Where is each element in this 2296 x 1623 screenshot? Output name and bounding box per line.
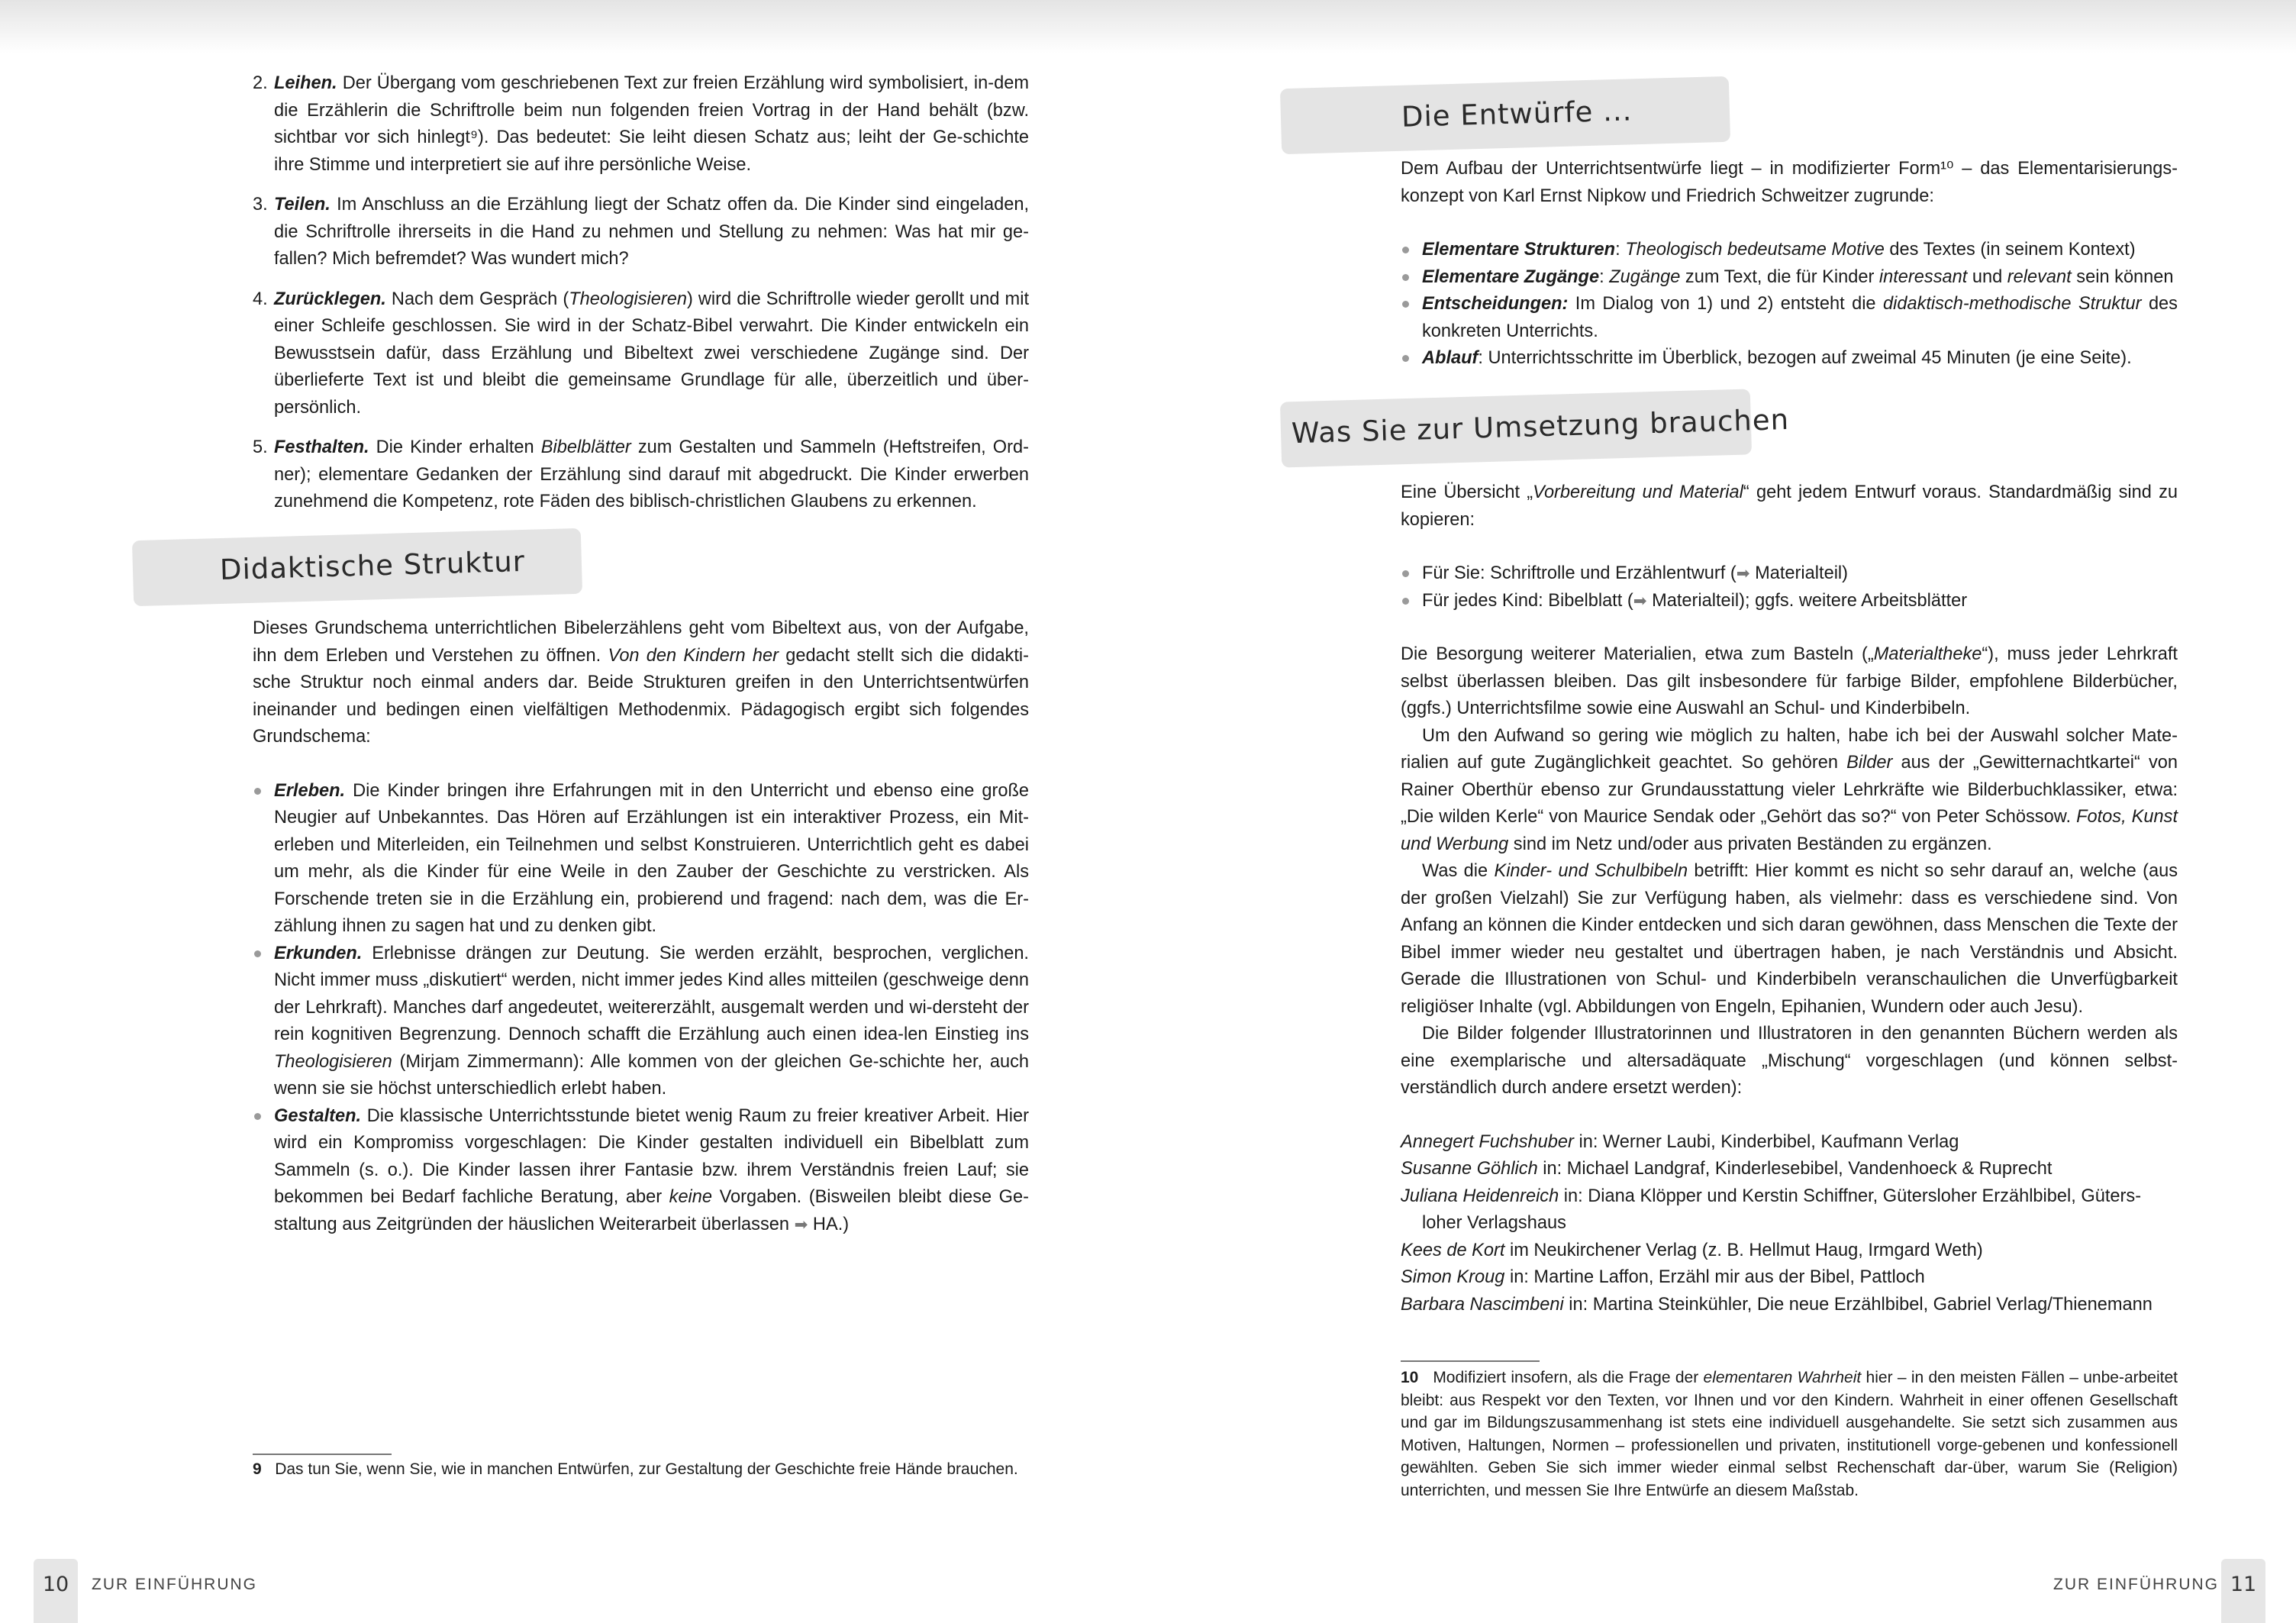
bullet-material-kind: Für jedes Kind: Bibelblatt (➡ Materialteil); ggfs. weitere Arbeitsblätter <box>1401 588 2178 615</box>
right-column-top <box>1401 156 2178 373</box>
section-heading: Didaktische Struktur <box>219 544 526 587</box>
illustrator-list <box>1401 1129 2178 1319</box>
bullet-ablauf: Ablauf: Unterrichtsschritte im Überblick, bezogen auf zweimal 45 Minuten (je eine Seite). <box>1401 345 2178 373</box>
paragraph-illustratoren: Die Bilder folgender Illustratorinnen und Illustratoren in den genannten Büchern werden als eine exemplarische und altersadäquate „Mischung“ vorgeschlagen (und können selbst-verständlich durch andere ersetzt werden): <box>1401 1024 2178 1098</box>
footnote-rule <box>1401 1360 1540 1362</box>
list-item-3: 3. Teilen. Im Anschluss an die Erzählung liegt der Schatz offen da. Die Kinder sind eingeladen, die Schriftrolle ihrerseits in die Hand zu nehmen und Stellung zu nehmen: Was hat mir ge-fallen? Mich befremdet? Was wundert mich? <box>253 195 1029 269</box>
arrow-icon: ➡ <box>1633 591 1647 610</box>
bullet-material-sie: Für Sie: Schriftrolle und Erzählentwurf (➡ Materialteil) <box>1401 560 2178 588</box>
section-heading: Die Entwürfe ... <box>1401 94 1633 134</box>
list-item: Simon Kroug in: Martine Laffon, Erzähl mir aus der Bibel, Pattloch <box>1401 1267 1925 1287</box>
bullet-elementare-zugaenge: Elementare Zugänge: Zugänge zum Text, die für Kinder interessant und relevant sein können <box>1401 264 2178 292</box>
top-shadow <box>0 0 2296 53</box>
list-item: Barbara Nascimbeni in: Martina Steinkühler, Die neue Erzählbibel, Gabriel Verlag/Thienemann <box>1401 1294 2152 1315</box>
left-column-lower <box>253 615 1029 1238</box>
running-head-left: ZUR EINFÜHRUNG <box>92 1576 257 1593</box>
list-item: Annegert Fuchshuber in: Werner Laubi, Kinderbibel, Kaufmann Verlag <box>1401 1131 1959 1152</box>
bullet-entscheidungen: Entscheidungen: Im Dialog von 1) und 2) entsteht die didaktisch-methodische Struktur des konkreten Unterrichts. <box>1401 291 2178 345</box>
running-head-right: ZUR EINFÜHRUNG <box>2053 1576 2219 1593</box>
footnote-9: 9 Das tun Sie, wenn Sie, wie in manchen Entwürfen, zur Gestaltung der Geschichte freie Hände brauchen. <box>253 1460 1018 1478</box>
paragraph-besorgung: Die Besorgung weiterer Materialien, etwa zum Basteln („Materialtheke“), muss jeder Lehrkraft selbst überlassen bleiben. Das gilt insbesondere für farbige Bilder, empfohlene Bilderbücher, (ggfs.) Unterrichtsfilme sowie eine Auswahl an Schul- und Kinderbibeln. <box>1401 644 2178 718</box>
bullet-erleben: Erleben. Die Kinder bringen ihre Erfahrungen mit in den Unterricht und ebenso eine große Neugier auf Unbekanntes. Das Hören auf Erzählungen ist ein interaktiver Prozess, ein Mit-erleben und Miterleiden, ein Teilnehmen und selbst Konstruieren. Unterrichtlich geht es dabei um mehr, als die Kinder für eine Weile in den Zauber der Geschichte zu verstricken. Als Forschende treten sie in die Erzählung ein, probierend und fragend: nach dem, was die Er-zählung ihnen zu sagen hat und zu denken gibt. <box>253 778 1029 941</box>
section-heading-banner <box>1280 389 1790 467</box>
footnote-rule <box>253 1454 392 1455</box>
page-number: 11 <box>2230 1573 2257 1596</box>
intro-paragraph: Dieses Grundschema unterrichtlichen Bibelerzählens geht vom Bibeltext aus, von der Aufgabe, ihn dem Erleben und Verstehen zu öffnen. Von den Kindern her gedacht stellt sich die didakti-sche Struktur noch einmal anders dar. Beide Strukturen greifen in den Unterrichtsentwürfen ineinander und bedingen einen vielfältigen Methodenmix. Pädagogisch ergibt sich folgendes Grundschema: <box>253 618 1030 747</box>
arrow-icon: ➡ <box>1736 564 1750 582</box>
list-item-title: Leihen. <box>274 73 337 93</box>
page-number-tab <box>2221 1559 2265 1623</box>
section-heading-banner <box>132 528 582 606</box>
list-item: Juliana Heidenreich in: Diana Klöpper und Kerstin Schiffner, Gütersloher Erzählbibel, Güters-loher Verlagshaus <box>1401 1186 2142 1233</box>
footnote-10: 10 Modifiziert insofern, als die Frage der elementaren Wahrheit hier – in den meisten Fällen – unbe-arbeitet bleibt: aus Respekt vor den Texten, vor Ihnen und vor den Kindern. Wahrheit in einer offenen Gesellschaft und gar im Bildungszusammenhang ist stets eine individuell ausgehandelte. Sie setzt sich zusammen aus Motiven, Haltungen, Normen – professionellen und privaten, institutionell vorge-gebenen und konfessionell gewählten. Geben Sie sich immer wieder einmal selbst Rechenschaft dar-über, warum Sie (Religion) unterrichten, und messen Sie Ihre Entwürfe an diesem Maßstab. <box>1401 1369 2178 1499</box>
paragraph-bibeln: Was die Kinder- und Schulbibeln betrifft: Hier kommt es nicht so sehr darauf an, welche (aus der großen Vielzahl) Sie zur Verfügung haben, als vielmehr: dass es verschiedene sind. Von Anfang an können die Kinder entdecken und sich daran gewöhnen, dass Menschen die Texte der Bibel immer wieder neu gestaltet und übertragen haben, je nach Verständnis und Absicht. Gerade die Illustrationen von Schul- und Kinderbibeln veranschaulichen die Unverfügbarkeit religiöser Inhalte (vgl. Abbildungen von Engeln, Epihanien, Wundern oder auch Jesu). <box>1401 861 2178 1017</box>
bullet-erkunden: Erkunden. Erlebnisse drängen zur Deutung. Sie werden erzählt, besprochen, verglichen. Nicht immer muss „diskutiert“ werden, nicht immer jedes Kind alles mitteilen (geschweige denn der Lehrkraft). Manches darf angedeutet, weitererzählt, ausgemalt werden und wi-dersteht der rein kognitiven Begrenzung. Dennoch schafft die Erzählung auch einen idea-len Einstieg ins Theologisieren (Mirjam Zimmermann): Alle kommen von der gleichen Ge-schichte her, auch wenn sie sie höchst unterschiedlich erlebt haben. <box>253 941 1029 1103</box>
section-heading: Was Sie zur Umsetzung brauchen <box>1291 403 1790 450</box>
list-item-title: Zurücklegen. <box>274 289 386 309</box>
bullet-gestalten: Gestalten. Die klassische Unterrichtsstunde bietet wenig Raum zu freier kreativer Arbeit. Hier wird ein Kompromiss vorgeschlagen: Die Kinder gestalten individuell ein Bibelblatt zum Sammeln (s. o.). Die Kinder lassen ihrer Fantasie bzw. ihrem Verständnis freien Lauf; sie bekommen bei Bedarf fachliche Beratung, aber keine Vorgaben. (Bisweilen bleibt diese Ge-staltung aus Zeitgründen der häuslichen Weiterarbeit überlassen ➡ HA.) <box>253 1103 1029 1239</box>
page-number-tab <box>34 1559 78 1623</box>
list-item-2: 2. Leihen. Der Übergang vom geschriebenen Text zur freien Erzählung wird symbolisiert, in-dem die Erzählerin die Schriftrolle beim nun folgenden freien Vortrag in der Hand behält (bzw. sichtbar vor sich hinlegt⁹). Das bedeutet: Sie leiht diesen Schatz aus; leiht der Ge-schichte ihre Stimme und interpretiert sie auf ihre persönliche Weise. <box>253 73 1029 175</box>
arrow-icon: ➡ <box>794 1215 808 1234</box>
page-number: 10 <box>42 1573 69 1596</box>
list-item-title: Festhalten. <box>274 437 369 457</box>
section-heading-banner <box>1280 76 1730 154</box>
list-item: Susanne Göhlich in: Michael Landgraf, Kinderlesebibel, Vandenhoeck & Ruprecht <box>1401 1159 2053 1179</box>
bullet-elementare-strukturen: Elementare Strukturen: Theologisch bedeutsame Motive des Textes (in seinem Kontext) <box>1401 237 2178 264</box>
list-item-title: Teilen. <box>274 195 331 215</box>
left-column <box>253 70 1029 529</box>
right-column-lower <box>1401 479 2178 1318</box>
list-item-4: 4. Zurücklegen. Nach dem Gespräch (Theologisieren) wird die Schriftrolle wieder gerollt und mit einer Schleife geschlossen. Sie wird in der Schatz-Bibel verwahrt. Die Kinder entwickeln ein Bewusstsein dafür, dass Erzählung und Bibeltext zwei verschiedene Zugänge sind. Der überlieferte Text ist und bleibt die gemeinsame Grundlage für alle, überzeitlich und über-persönlich. <box>253 289 1030 418</box>
paragraph-aufwand: Um den Aufwand so gering wie möglich zu halten, habe ich bei der Auswahl solcher Mate-rialien auf gute Zugänglichkeit geachtet. So gehören Bilder aus der „Gewitternachtkartei“ von Rainer Oberthür ebenso zur Grundausstattung vieler Lehrkräfte wie Bilderbuchklassiker, etwa: „Die wilden Kerle“ von Maurice Sendak oder „Gehört das so?“ von Peter Schössow. Fotos, Kunst und Werbung sind im Netz und/oder aus privaten Beständen zu ergänzen. <box>1401 725 2178 854</box>
paragraph-uebersicht: Eine Übersicht „Vorbereitung und Material“ geht jedem Entwurf voraus. Standardmäßig sind zu kopieren: <box>1401 482 2178 530</box>
paragraph-elementarisierung: Dem Aufbau der Unterrichtsentwürfe liegt – in modifizierter Form¹⁰ – das Elementarisierungs-konzept von Karl Ernst Nipkow und Friedrich Schweitzer zugrunde: <box>1401 159 2178 206</box>
list-item: Kees de Kort im Neukirchener Verlag (z. B. Hellmut Haug, Irmgard Weth) <box>1401 1240 1983 1260</box>
list-item-5: 5. Festhalten. Die Kinder erhalten Bibelblätter zum Gestalten und Sammeln (Heftstreifen, Ord-ner); elementare Gedanken der Erzählung sind darauf mit abgedruckt. Die Kinder erwerben zunehmend die Kompetenz, rote Fäden des biblisch-christlichen Glaubens zu erkennen. <box>253 437 1029 511</box>
